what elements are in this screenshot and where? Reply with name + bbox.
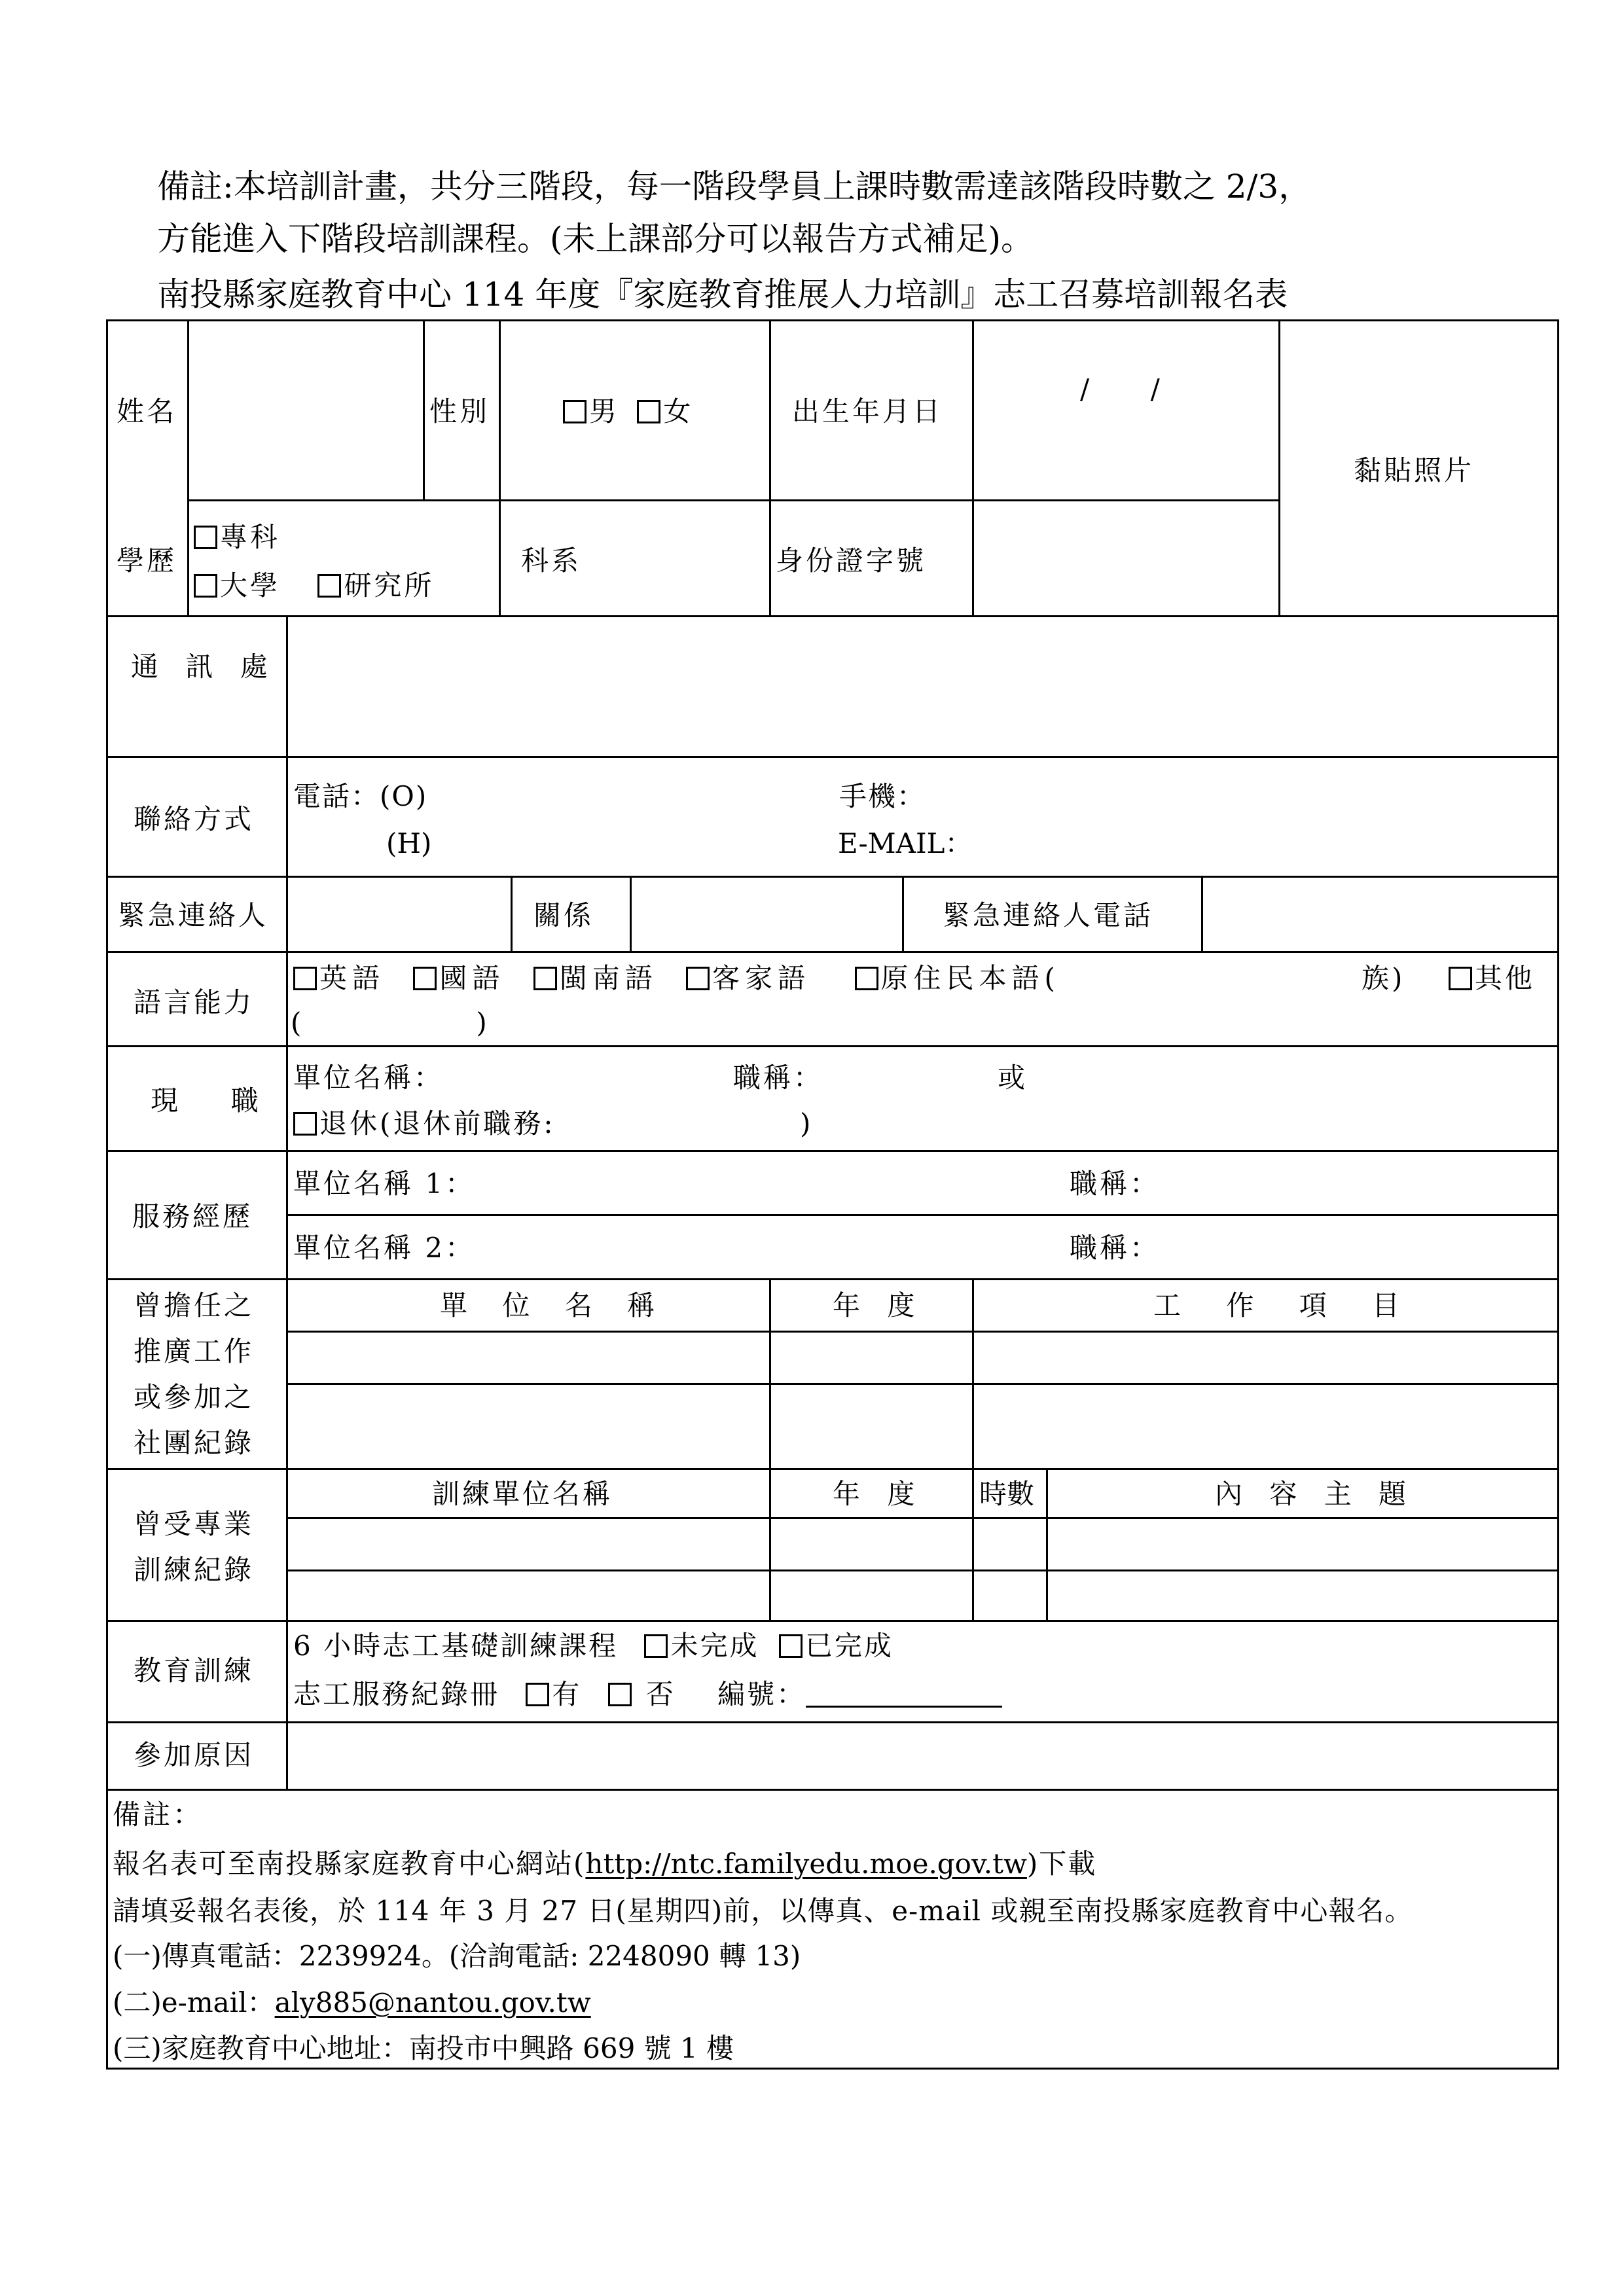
- lang-indigenous-checkbox[interactable]: [855, 967, 878, 990]
- service-title-2[interactable]: 職稱：: [1070, 1232, 1161, 1264]
- form-title: 南投縣家庭教育中心 114 年度『家庭教育推展人力培訓』志工召募培訓報名表: [157, 276, 1288, 314]
- promo-record-label-2: 推廣工作: [134, 1335, 255, 1367]
- notes-address: (三)家庭教育中心地址：南投市中興路 669 號 1 樓: [113, 2032, 734, 2064]
- edu-university-checkbox[interactable]: [194, 574, 217, 598]
- lang-other: 其他: [1449, 961, 1535, 996]
- email-field[interactable]: E-MAIL：: [838, 827, 973, 859]
- edu-graduate-checkbox[interactable]: [317, 574, 341, 598]
- record-no-checkbox[interactable]: [608, 1683, 632, 1706]
- promo-record-label-3: 或參加之: [134, 1381, 255, 1413]
- lang-english-checkbox[interactable]: [293, 967, 317, 990]
- department-label: 科系: [521, 545, 582, 577]
- emergency-phone-label: 緊急連絡人電話: [943, 899, 1154, 931]
- notes-fax: (一)傳真電話：2239924。(洽詢電話: 2248090 轉 13): [113, 1940, 801, 1972]
- edu-junior-college-checkbox[interactable]: [194, 526, 217, 549]
- service-history-label: 服務經歷: [132, 1200, 253, 1232]
- lang-hakka-checkbox[interactable]: [686, 967, 710, 990]
- gender-male-checkbox[interactable]: [563, 400, 586, 423]
- address-label: 通 訊 處: [131, 651, 277, 683]
- language-options: 英語 國語 閩南語 客家語 原住民本語(: [293, 961, 1060, 996]
- gender-female-checkbox[interactable]: [637, 400, 660, 423]
- lang-other-paren[interactable]: ( ): [291, 1007, 487, 1039]
- promo-record-label-4: 社團紀錄: [134, 1427, 255, 1459]
- education-label: 學歷: [117, 545, 177, 577]
- job-retired-close: ): [800, 1107, 814, 1139]
- note-line-1: 備註:本培訓計畫，共分三階段，每一階段學員上課時數需達該階段時數之 2/3，: [157, 168, 1312, 206]
- record-book-line: 志工服務紀錄冊 有 否 編號：: [293, 1677, 1002, 1712]
- lang-other-checkbox[interactable]: [1449, 967, 1472, 990]
- address-field[interactable]: [289, 618, 1556, 755]
- language-label: 語言能力: [134, 986, 255, 1018]
- notes-download: 報名表可至南投縣家庭教育中心網站(http://ntc.familyedu.moe.gov.tw)下載: [113, 1848, 1097, 1880]
- train-col-hours: 時數: [979, 1478, 1035, 1510]
- notes-email: (二)e-mail：aly885@nantou.gov.tw: [113, 1986, 591, 2018]
- retired-checkbox[interactable]: [293, 1112, 317, 1136]
- job-unit-field[interactable]: 單位名稱：: [293, 1062, 444, 1094]
- edu-option-2: 大學 研究所: [194, 568, 434, 603]
- website-link[interactable]: http://ntc.familyedu.moe.gov.tw: [585, 1848, 1027, 1880]
- promo-col-item: 工 作 項 目: [1153, 1289, 1418, 1321]
- service-unit-2[interactable]: 單位名稱 2：: [293, 1232, 476, 1264]
- notes-title: 備註：: [113, 1799, 204, 1831]
- relation-label: 關係: [533, 899, 594, 931]
- photo-label: 黏貼照片: [1354, 454, 1475, 486]
- promo-record-label-1: 曾擔任之: [134, 1289, 255, 1321]
- notes-deadline: 請填妥報名表後，於 114 年 3 月 27 日(星期四)前，以傳真、e-mail 或親至南投縣家庭教育中心報名。: [113, 1895, 1413, 1927]
- train-col-topic: 內 容 主 題: [1215, 1478, 1416, 1510]
- lang-mandarin-checkbox[interactable]: [413, 967, 437, 990]
- job-or-label: 或: [998, 1062, 1028, 1094]
- course-line: 6 小時志工基礎訓練課程 未完成 已完成: [293, 1630, 893, 1662]
- contact-label: 聯絡方式: [134, 803, 255, 835]
- lang-tribe-label: 族): [1362, 962, 1405, 994]
- service-title-1[interactable]: 職稱：: [1070, 1168, 1161, 1200]
- gender-options: 男 女: [563, 394, 693, 429]
- job-title-field[interactable]: 職稱：: [733, 1062, 824, 1094]
- reason-label: 參加原因: [134, 1739, 255, 1771]
- service-unit-1[interactable]: 單位名稱 1：: [293, 1168, 476, 1200]
- train-col-unit: 訓練單位名稱: [432, 1478, 613, 1510]
- training-record-label-2: 訓練紀錄: [134, 1554, 255, 1586]
- name-label: 姓名: [117, 395, 177, 427]
- record-number-field[interactable]: [806, 1681, 1002, 1708]
- name-field[interactable]: [190, 322, 422, 499]
- birth-label: 出生年月日: [792, 395, 943, 427]
- birth-field[interactable]: / /: [1080, 373, 1160, 405]
- mobile-field[interactable]: 手機：: [839, 780, 926, 812]
- promo-col-unit: 單 位 名 稱: [440, 1289, 668, 1321]
- note-line-2: 方能進入下階段培訓課程。(未上課部分可以報告方式補足)。: [157, 220, 1034, 258]
- id-number-label: 身份證字號: [776, 545, 927, 577]
- gender-label: 性別: [429, 395, 490, 427]
- id-number-field[interactable]: [975, 502, 1277, 615]
- promo-col-year: 年 度: [833, 1289, 924, 1321]
- edu-training-label: 教育訓練: [134, 1655, 255, 1687]
- phone-office[interactable]: 電話：(O): [293, 780, 428, 812]
- training-record-label-1: 曾受專業: [134, 1508, 255, 1540]
- lang-minnan-checkbox[interactable]: [533, 967, 557, 990]
- train-col-year: 年 度: [833, 1478, 924, 1510]
- current-job-label: 現 職: [151, 1085, 270, 1117]
- course-incomplete-checkbox[interactable]: [644, 1634, 668, 1658]
- phone-home[interactable]: (H): [386, 827, 432, 859]
- email-link[interactable]: aly885@nantou.gov.tw: [274, 1986, 591, 2018]
- course-complete-checkbox[interactable]: [779, 1634, 803, 1658]
- record-yes-checkbox[interactable]: [526, 1683, 549, 1706]
- edu-option-1: 專科: [194, 520, 280, 555]
- reason-field[interactable]: [289, 1724, 1556, 1788]
- emergency-contact-label: 緊急連絡人: [118, 899, 269, 931]
- job-retired: 退休(退休前職務:: [293, 1106, 556, 1141]
